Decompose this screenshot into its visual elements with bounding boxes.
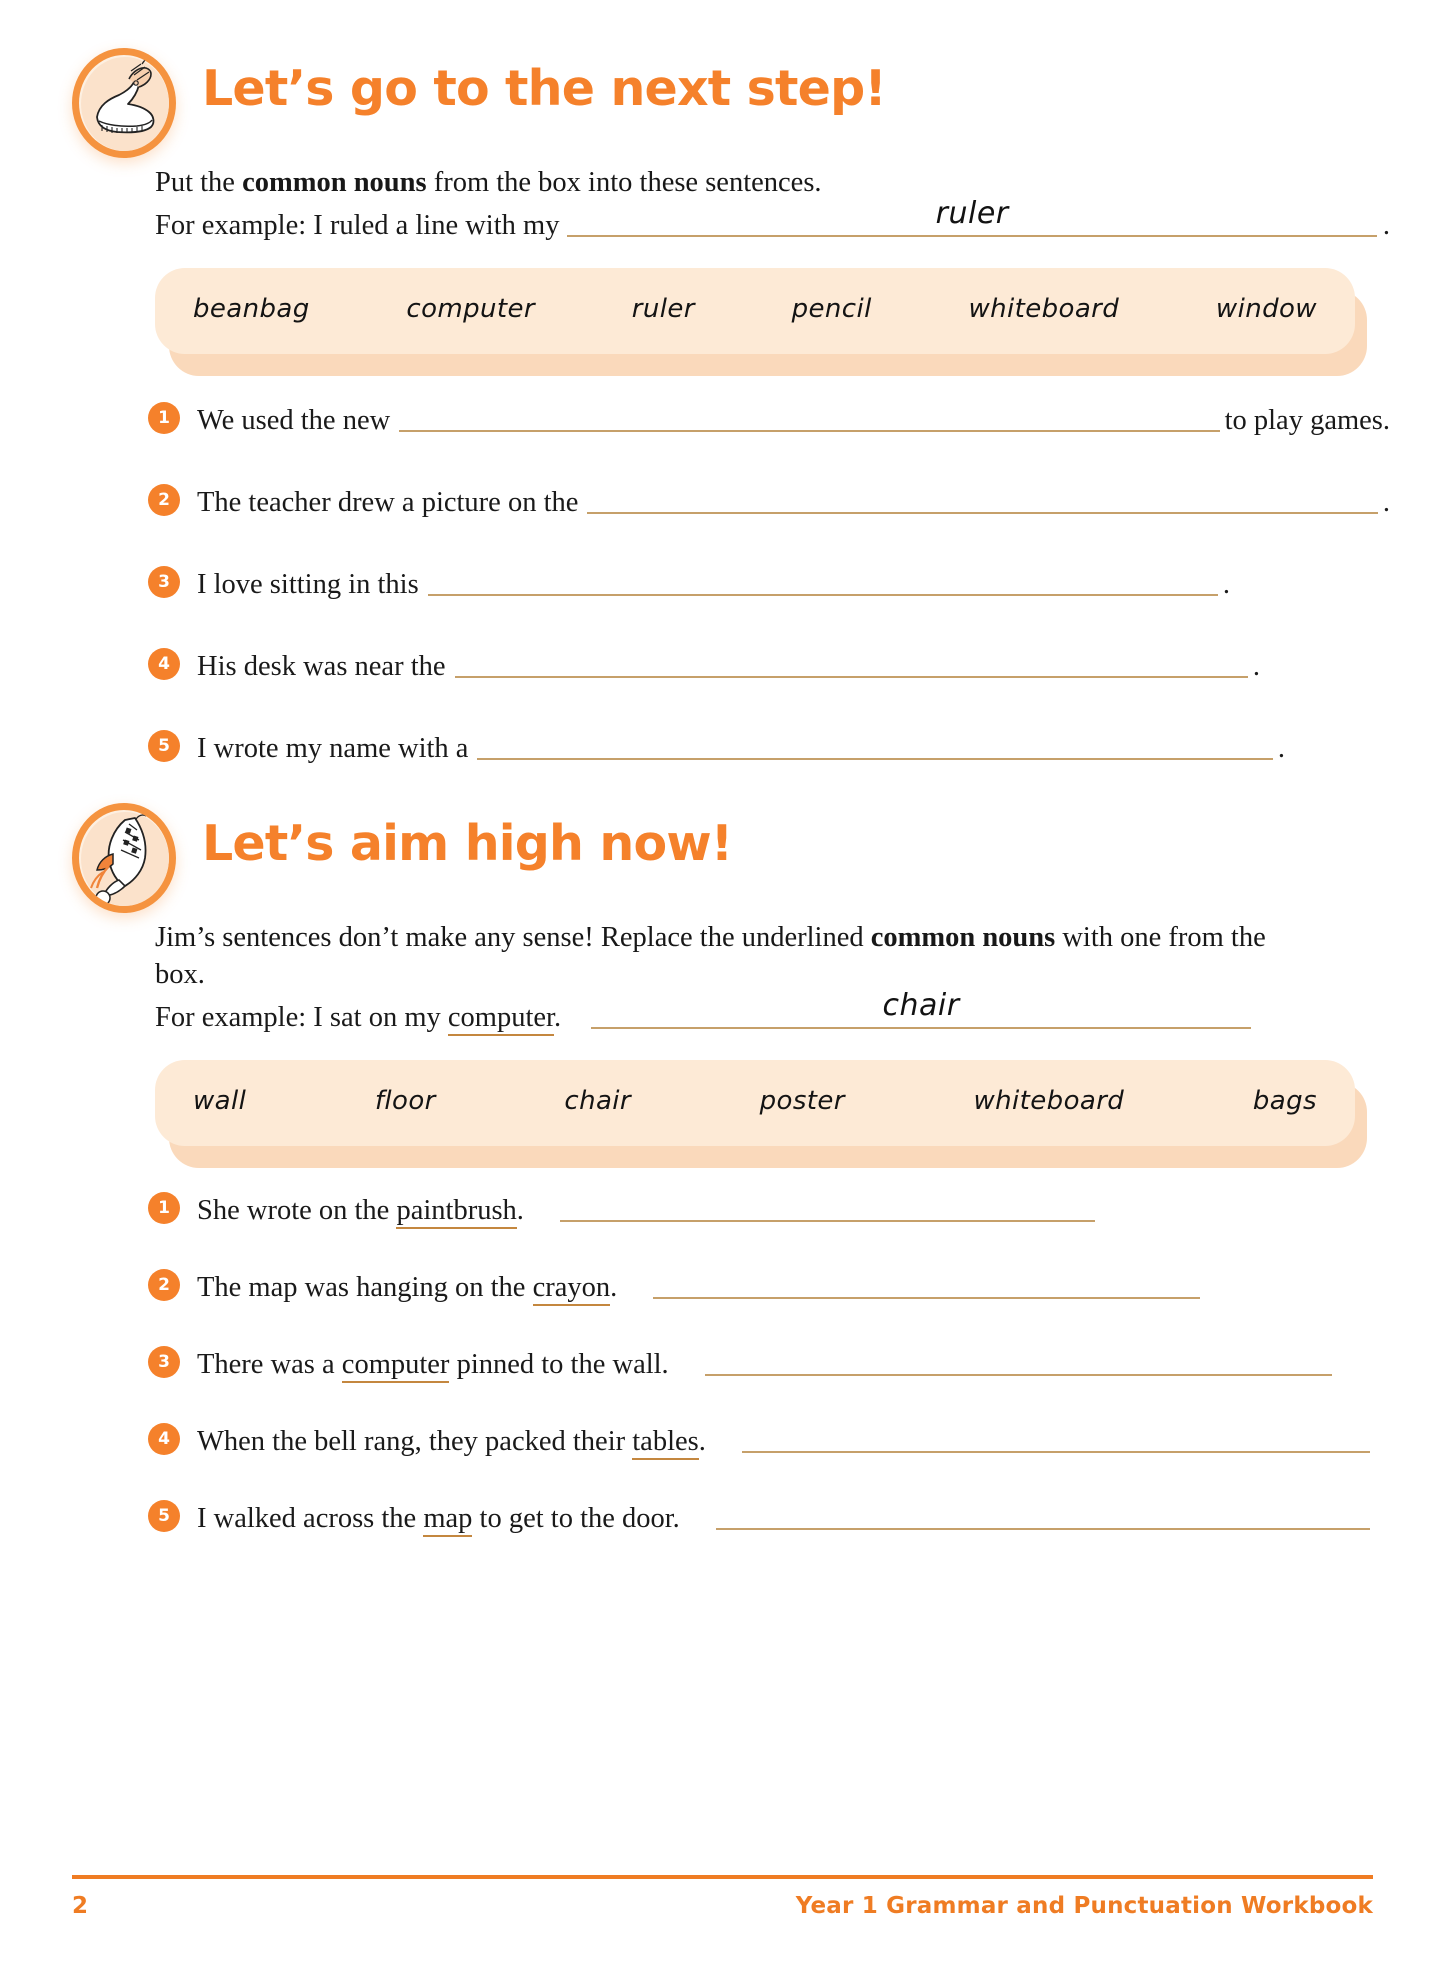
question-pre: There was a	[197, 1349, 342, 1381]
section-header-1	[72, 48, 1445, 158]
word-option[interactable]: ruler	[631, 294, 695, 325]
answer-blank[interactable]	[587, 486, 1377, 514]
example-lead	[155, 1002, 561, 1034]
footer-title: Year 1 Grammar and Punctuation Workbook	[795, 1893, 1373, 1919]
question-post: to get to the door.	[472, 1503, 680, 1535]
question-row	[148, 1192, 1390, 1227]
example-row-1	[155, 196, 1390, 242]
question-post: pinned to the wall.	[449, 1349, 669, 1381]
section-title: Let’s go to the next step!	[202, 60, 886, 117]
instruction-bold: common nouns	[242, 167, 427, 198]
underlined-noun: computer	[342, 1349, 450, 1383]
question-tail: .	[1222, 569, 1230, 601]
question-list-2	[0, 1192, 1445, 1535]
instruction-bold: common nouns	[870, 922, 1056, 954]
question-tail: to play games.	[1224, 405, 1390, 437]
word-option[interactable]: whiteboard	[973, 1086, 1125, 1117]
question-text: I wrote my name with a	[197, 733, 469, 765]
answer-blank[interactable]	[399, 404, 1219, 432]
word-option[interactable]: pencil	[791, 294, 872, 325]
word-option[interactable]: wall	[193, 1086, 247, 1117]
word-option[interactable]: poster	[759, 1086, 845, 1117]
question-pre: The map was hanging on the	[197, 1272, 533, 1304]
question-number: 2	[148, 1269, 180, 1301]
question-number: 4	[148, 1423, 180, 1455]
question-row	[148, 1269, 1390, 1304]
question-number: 2	[148, 484, 180, 516]
question-row	[148, 1346, 1390, 1381]
instruction-post: with one from the box.	[155, 922, 1266, 991]
answer-blank[interactable]	[428, 568, 1218, 596]
footer-divider	[72, 1875, 1373, 1879]
question-row	[148, 648, 1260, 683]
question-number: 4	[148, 648, 180, 680]
example-answer: ruler	[935, 196, 1009, 232]
question-text	[197, 1503, 680, 1535]
answer-blank[interactable]	[477, 732, 1272, 760]
answer-blank[interactable]	[455, 650, 1248, 678]
question-post: .	[698, 1426, 706, 1458]
answer-blank[interactable]	[705, 1348, 1332, 1376]
question-pre: She wrote on the	[197, 1195, 397, 1227]
question-tail: .	[1382, 487, 1390, 519]
word-option[interactable]: computer	[406, 294, 535, 325]
question-tail: .	[1252, 651, 1260, 683]
question-number: 1	[148, 402, 180, 434]
question-number: 1	[148, 1192, 180, 1224]
shoe-icon	[72, 48, 176, 158]
word-option[interactable]: chair	[564, 1086, 632, 1117]
word-box-1	[155, 268, 1355, 354]
rocket-icon	[72, 803, 176, 913]
question-text: The teacher drew a picture on the	[197, 487, 579, 519]
example-lead-post: .	[553, 1002, 562, 1034]
instruction-pre: Jim’s sentences don’t make any sense! Replace the underlined	[155, 922, 871, 954]
word-option[interactable]: window	[1215, 294, 1317, 325]
question-number: 3	[148, 566, 180, 598]
answer-blank[interactable]	[653, 1271, 1200, 1299]
instruction-pre: Put the	[155, 167, 243, 198]
underlined-noun: paintbrush	[396, 1195, 516, 1229]
word-box-2	[155, 1060, 1355, 1146]
question-list-1	[0, 402, 1445, 765]
page-number: 2	[72, 1893, 89, 1919]
question-text	[197, 1349, 669, 1381]
question-row	[148, 1423, 1390, 1458]
answer-blank[interactable]	[560, 1194, 1095, 1222]
answer-blank[interactable]	[742, 1425, 1370, 1453]
answer-blank[interactable]	[716, 1502, 1370, 1530]
example-tail: .	[1382, 210, 1390, 242]
question-row	[148, 566, 1230, 601]
question-row	[148, 1500, 1390, 1535]
example-blank[interactable]	[567, 196, 1376, 237]
question-text	[197, 1272, 617, 1304]
example-underlined-noun: computer	[448, 1002, 554, 1036]
instruction-post: from the box into these sentences.	[426, 167, 822, 198]
page-footer	[72, 1875, 1373, 1919]
question-number: 3	[148, 1346, 180, 1378]
example-lead: For example: I ruled a line with my	[155, 210, 560, 242]
word-option[interactable]: bags	[1252, 1086, 1317, 1117]
example-blank[interactable]	[591, 988, 1251, 1029]
example-row-2	[155, 988, 1255, 1034]
word-option[interactable]: whiteboard	[968, 294, 1120, 325]
question-text: I love sitting in this	[197, 569, 419, 601]
question-pre: When the bell rang, they packed their	[197, 1426, 633, 1458]
section-header-2	[72, 803, 1445, 913]
question-row	[148, 730, 1285, 765]
underlined-noun: tables	[632, 1426, 698, 1460]
underlined-noun: crayon	[533, 1272, 611, 1306]
question-number: 5	[148, 1500, 180, 1532]
section-title: Let’s aim high now!	[202, 815, 733, 873]
question-text: His desk was near the	[197, 651, 446, 683]
question-pre: I walked across the	[197, 1503, 424, 1535]
question-tail: .	[1277, 733, 1285, 765]
example-lead-pre: For example: I sat on my	[155, 1002, 448, 1034]
underlined-noun: map	[423, 1503, 472, 1537]
question-row	[148, 402, 1390, 437]
example-answer: chair	[882, 988, 960, 1024]
question-post: .	[516, 1195, 524, 1227]
word-option[interactable]: floor	[374, 1086, 436, 1117]
instruction-text-2	[155, 919, 1315, 993]
question-text	[197, 1195, 524, 1227]
question-row	[148, 484, 1390, 519]
word-option[interactable]: beanbag	[193, 294, 310, 325]
question-number: 5	[148, 730, 180, 762]
question-text	[197, 1426, 706, 1458]
question-text: We used the new	[197, 405, 391, 437]
question-post: .	[610, 1272, 618, 1304]
